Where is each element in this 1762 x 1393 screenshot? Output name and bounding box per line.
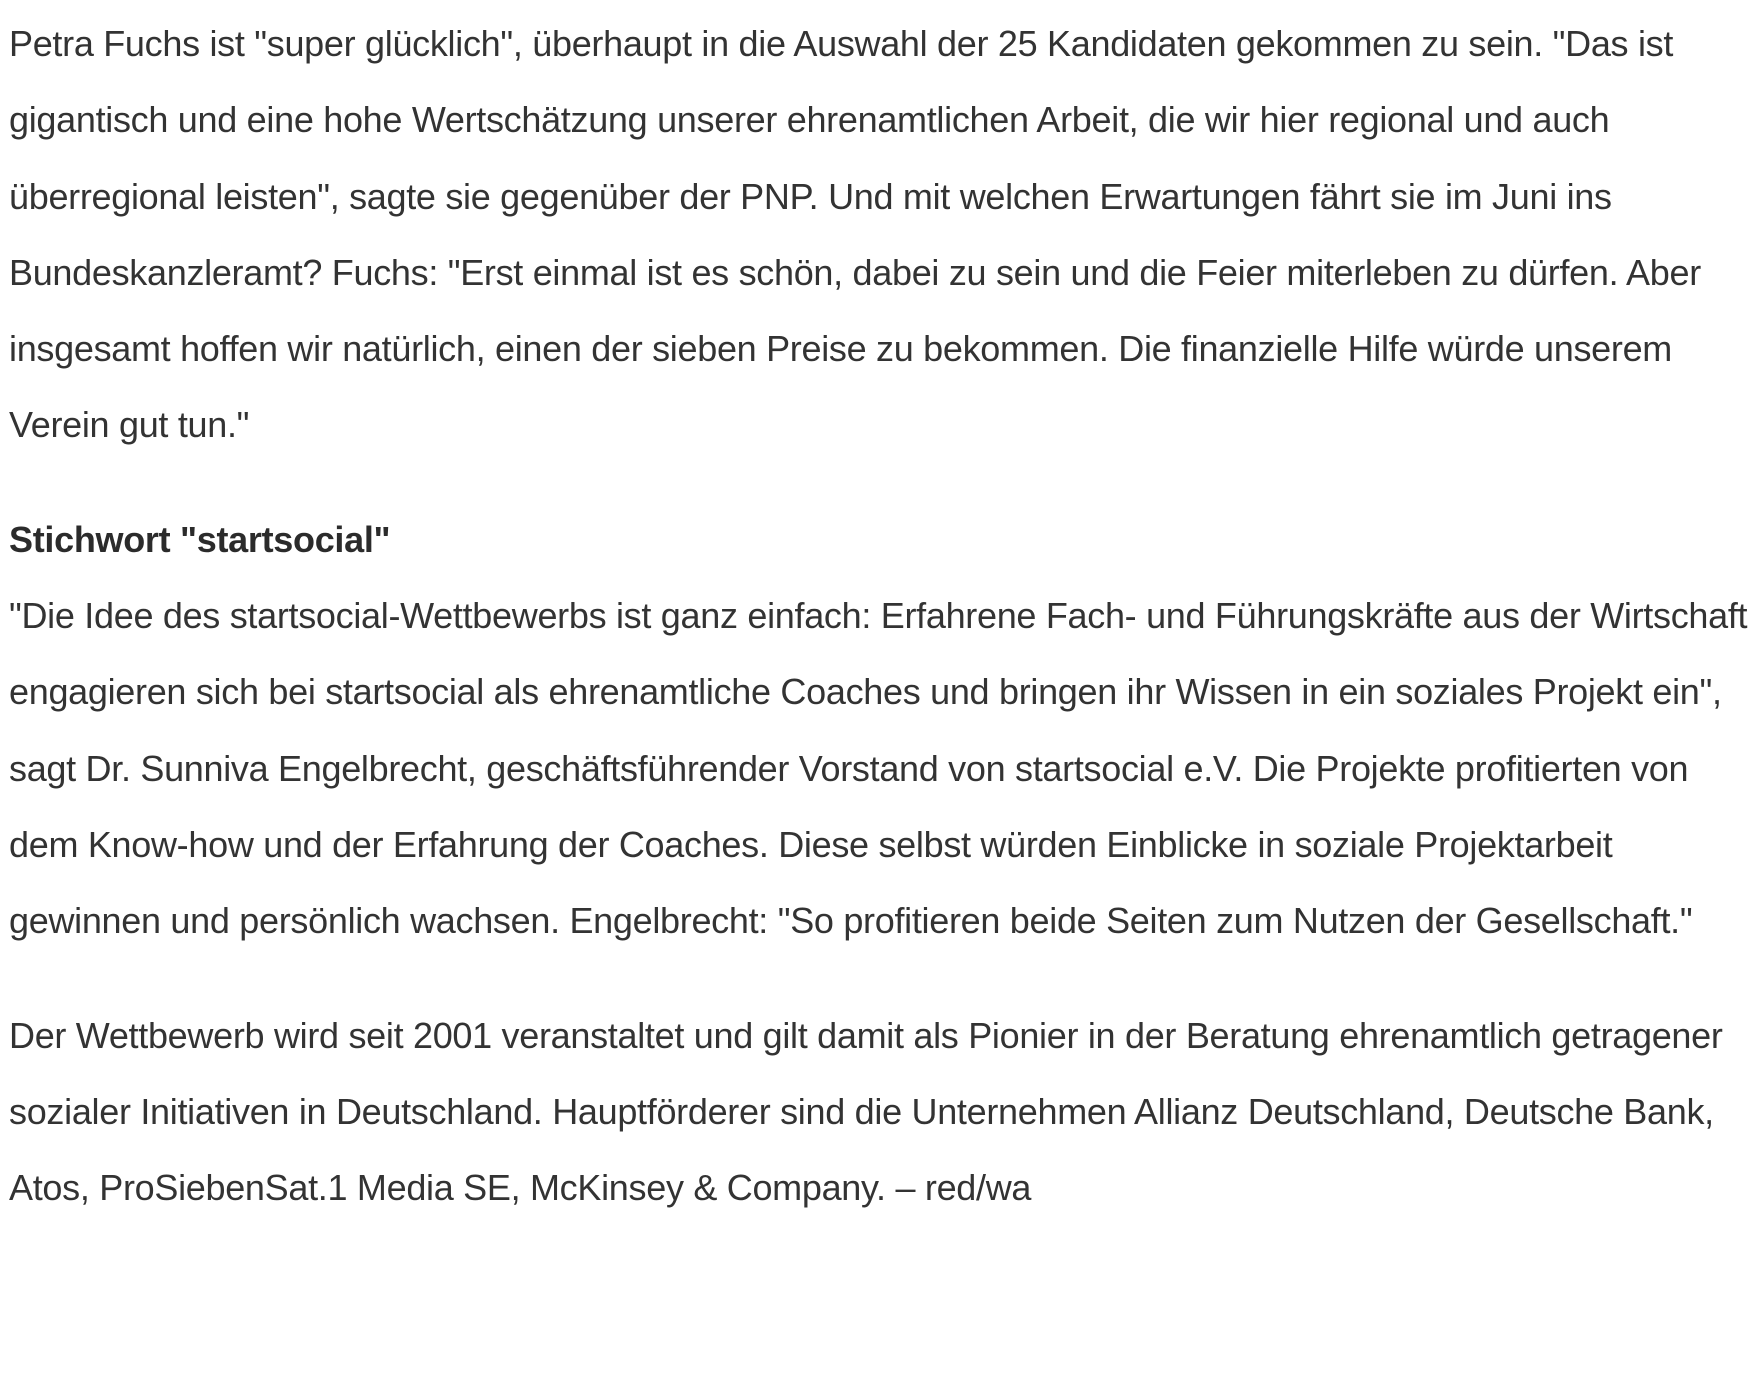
- article-paragraph: Der Wettbewerb wird seit 2001 veranstaltet und gilt damit als Pionier in der Beratung ehrenamtlich getragener sozialer Initiativen in Deutschland. Hauptförderer sind die Unternehmen Allianz Deutschland, Deutsche Bank, Atos, ProSiebenSat.1 Media SE, McKinsey & Company. – red/wa: [9, 1014, 1723, 1209]
- article-body: [9, 6, 1754, 1226]
- article-paragraph: "Die Idee des startsocial-Wettbewerbs ist ganz einfach: Erfahrene Fach- und Führungskräfte aus der Wirtschaft engagieren sich bei startsocial als ehrenamtliche Coaches und bringen ihr Wissen in ein soziales Projekt ein", sagt Dr. Sunniva Engelbrecht, geschäftsführender Vorstand von startsocial e.V. Die Projekte profitierten von dem Know-how und der Erfahrung der Coaches. Diese selbst würden Einblicke in soziale Projektarbeit gewinnen und persönlich wachsen. Engelbrecht: "So profitieren beide Seiten zum Nutzen der Gesellschaft.": [9, 595, 1748, 942]
- section-heading: Stichwort "startsocial": [9, 518, 391, 560]
- article-paragraph: Petra Fuchs ist "super glücklich", überhaupt in die Auswahl der 25 Kandidaten gekommen zu sein. "Das ist gigantisch und eine hohe Wertschätzung unserer ehrenamtlichen Arbeit, die wir hier regional und auch überregional leisten", sagte sie gegenüber der PNP. Und mit welchen Erwartungen fährt sie im Juni ins Bundeskanzleramt? Fuchs: "Erst einmal ist es schön, dabei zu sein und die Feier miterleben zu dürfen. Aber insgesamt hoffen wir natürlich, einen der sieben Preise zu bekommen. Die finanzielle Hilfe würde unserem Verein gut tun.": [9, 23, 1701, 446]
